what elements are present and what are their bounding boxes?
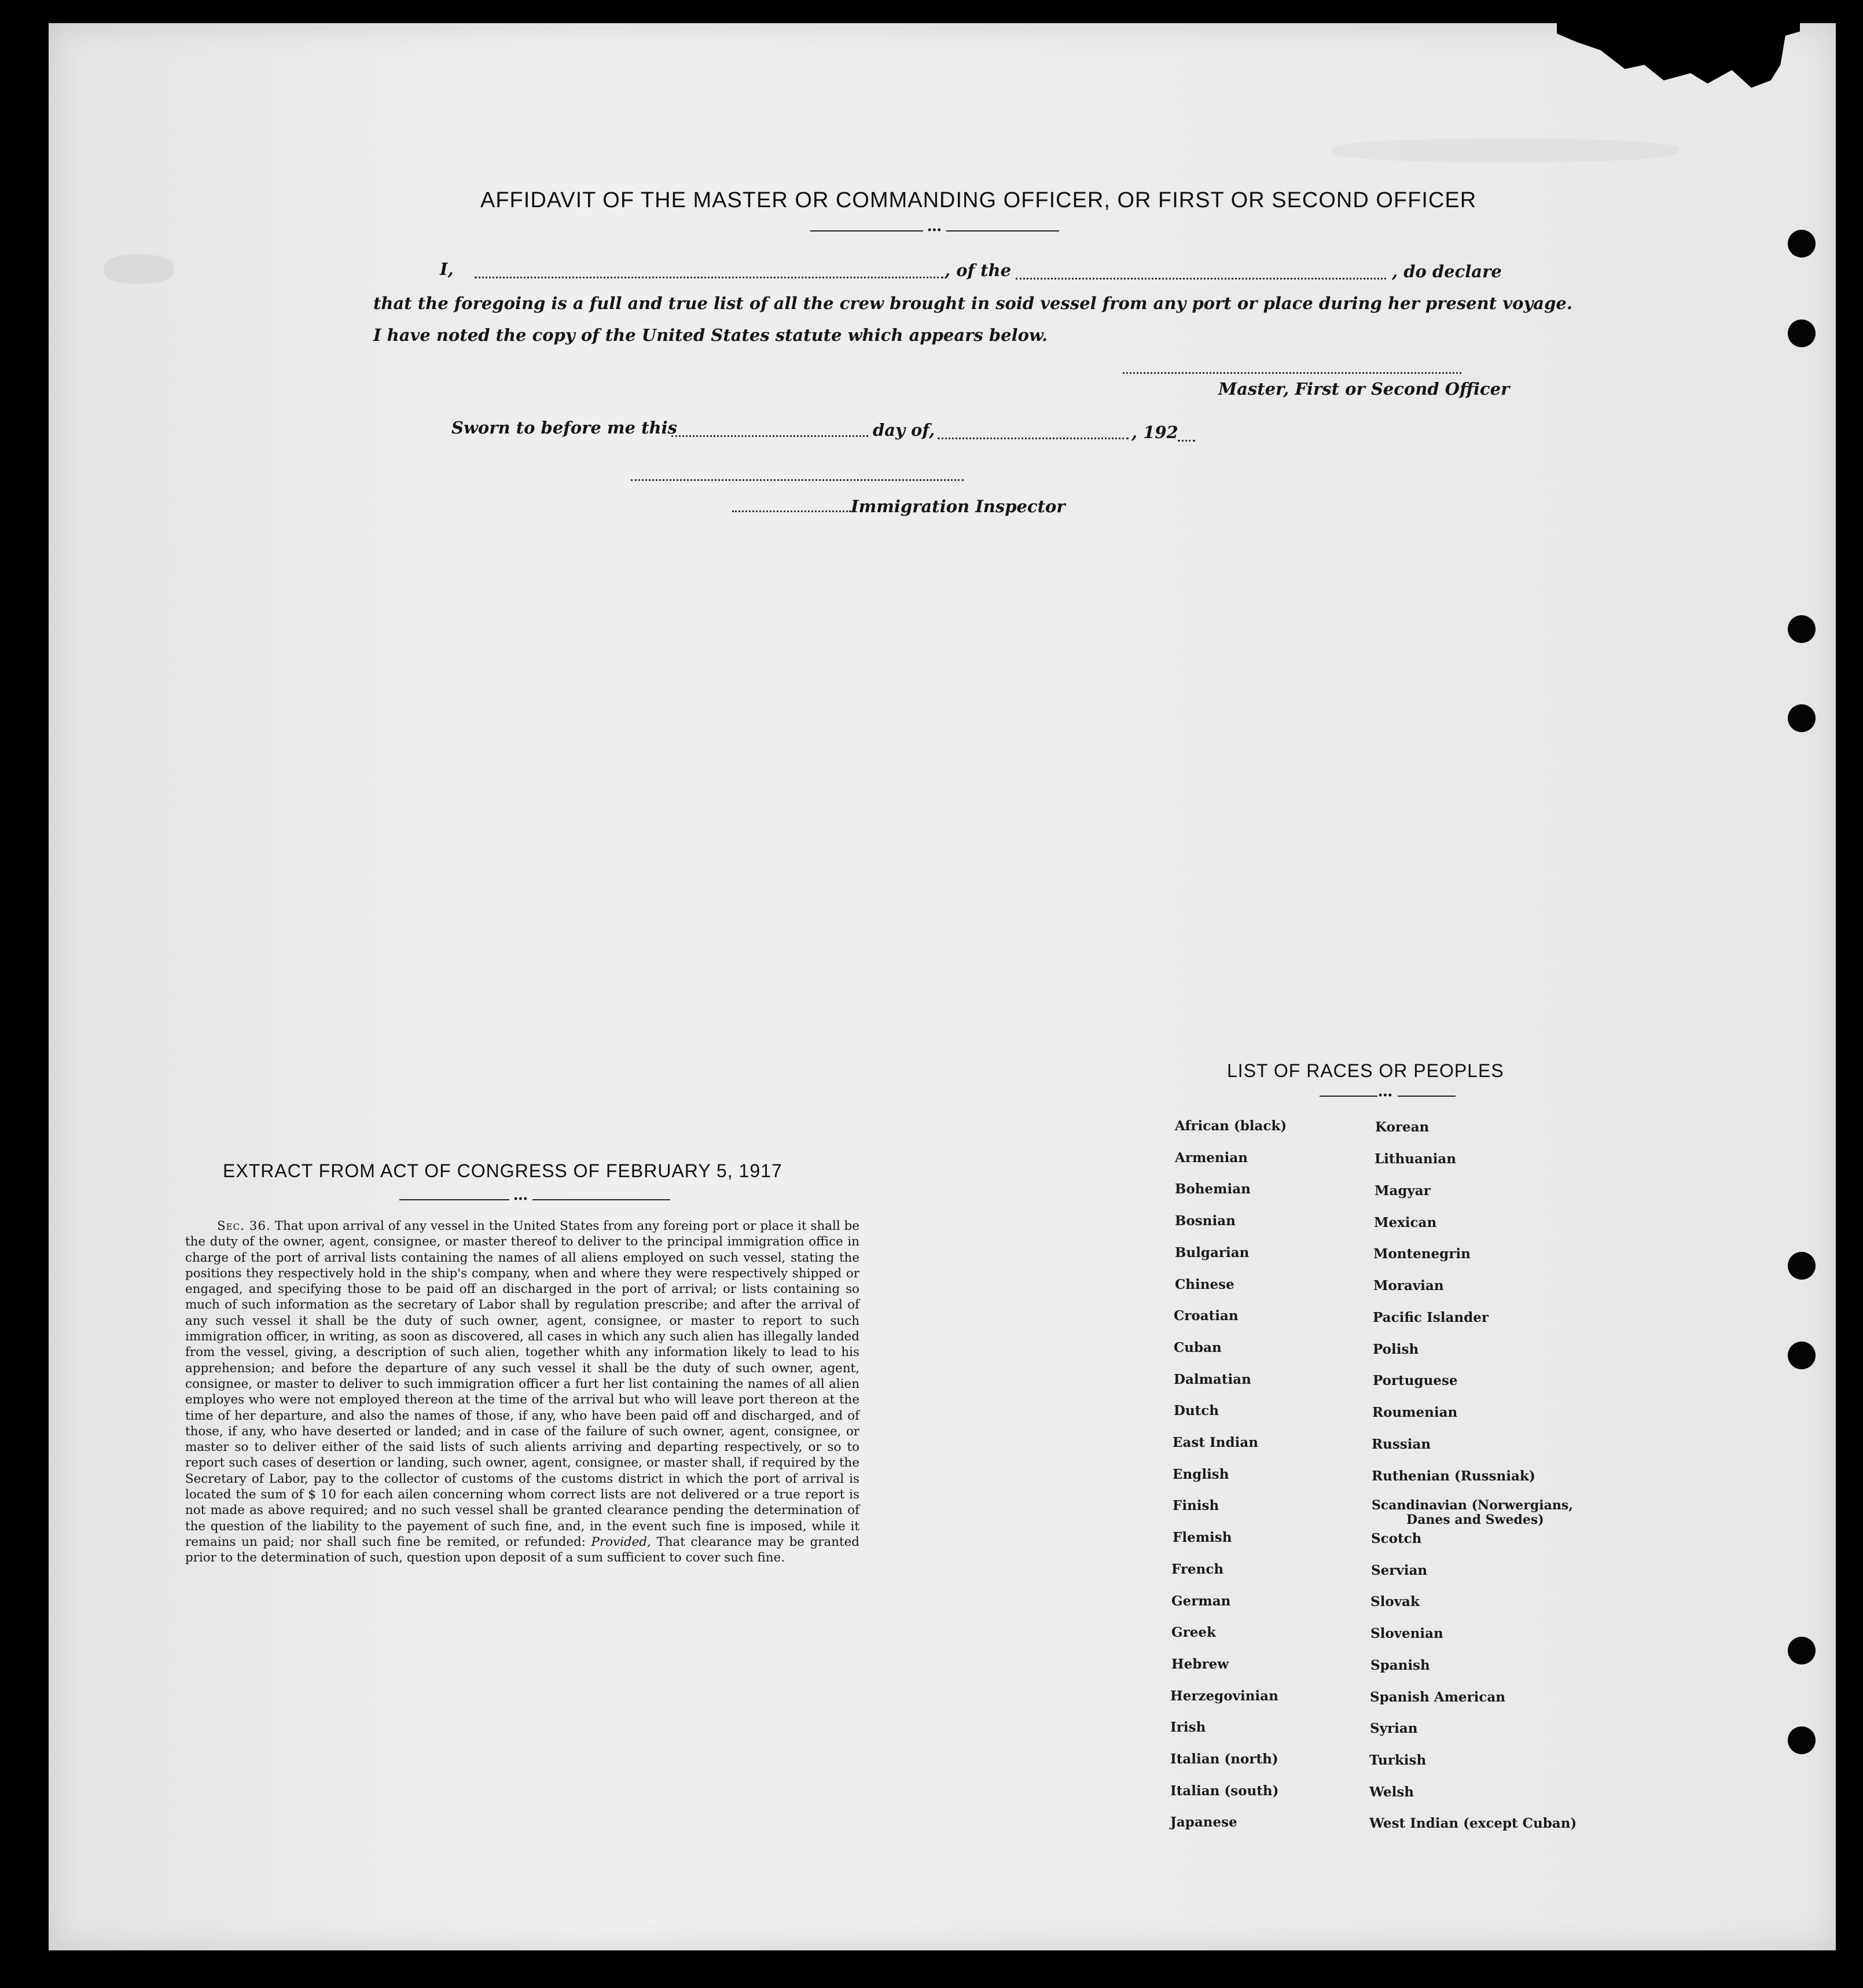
master-signature-blank[interactable] [1123, 372, 1461, 374]
race-right-item: Montenegrin [1373, 1246, 1471, 1262]
race-left-item: Flemish [1173, 1530, 1232, 1546]
race-right-item: Slovenian [1370, 1626, 1443, 1641]
race-right-item: Polish [1373, 1342, 1419, 1357]
race-right-item: Danes and Swedes) [1406, 1512, 1544, 1527]
title-ornament-left [810, 230, 923, 231]
race-right-item: Servian [1371, 1563, 1428, 1578]
declaration-line-3: I have noted the copy of the United States statute which appears below. [373, 325, 1048, 345]
punch-hole [1788, 230, 1816, 258]
race-left-item: Bohemian [1175, 1181, 1251, 1197]
sworn-day-of: day of, [873, 420, 935, 440]
race-left-item: Italian (north) [1170, 1751, 1278, 1767]
race-right-item: Lithuanian [1375, 1151, 1456, 1167]
race-left-item: Finish [1173, 1498, 1219, 1514]
race-left-item: Irish [1170, 1719, 1206, 1736]
extract-ornament-right [532, 1199, 670, 1200]
inspector-signature-blank[interactable] [631, 479, 964, 481]
declaration-of-the: , of the [945, 260, 1012, 280]
title-ornament-right [946, 230, 1059, 231]
race-left-item: Japanese [1170, 1814, 1237, 1831]
race-left-item: Cuban [1174, 1339, 1222, 1355]
extract-ornament-left [399, 1199, 509, 1200]
provided-word: Provided, [591, 1534, 651, 1549]
race-left-item: East Indian [1173, 1435, 1258, 1450]
race-left-item: English [1173, 1466, 1229, 1482]
race-right-item: Syrian [1370, 1721, 1418, 1736]
inspector-caption: Immigration Inspector [851, 497, 1065, 516]
race-left-item: Armenian [1175, 1149, 1248, 1166]
sworn-day-blank[interactable] [671, 435, 868, 437]
punch-hole [1788, 704, 1816, 732]
race-right-item: Ruthenian (Russniak) [1372, 1468, 1535, 1484]
race-right-item: Korean [1375, 1119, 1430, 1135]
race-right-item: Russian [1372, 1436, 1431, 1452]
races-title: LIST OF RACES OR PEOPLES [1227, 1060, 1504, 1081]
extract-text-part1: That upon arrival of any vessel in the United States from any foreing port or place it shall be the duty of the owner, agent, consignee, or master thereof to deliver to the principal immigration office in charge of the port of arrival lists containing the names of all aliens employed on such vessel, stating the positions they respectively hold in the ship's company, when and where they were respectively shipped or engaged, and specifying those to be paid off an discharged in the port of arrival; or lists containing so much of such information as the secretary of Labor shall by regulation prescribe; and after the arrival of any such vessel it shall be the duty of such owner, agent, consignee, or master to report to such immigration officer, in writing, as soon as discovered, all cases in which any such alien has illegally landed from the vessel, giving, a description of such alien, together whith any information likely to lead to his apprehension; and before the departure of any such vessel it shall be the duty of such owner, agent, consignee, or master to deliver to such immigration officer a furt her list containing the names of all alien employes who were not employed thereon at the time of the arrival but who will leave port thereon at the time of her departure, and also the names of those, if any, who have been paid off and discharged, and of those, if any, who have deserted or landed; and in case of the failure of such owner, agent, consignee, or master so to deliver either of the said lists of such alients arriving and departing respectively, or so to report such cases of desertion or landing, such owner, agent, consignee, or master shall, if required by the Secretary of Labor, pay to the collector of customs of the customs district in which the port of arrival is located the sum of $ 10 for each ailen concerning whom correct lists are not delivered or a true report is not made as above required; and no such vessel shall be granted clearance pending the determination of the question of the liability to the payement of such fine, and, in the event such fine is imposed, while it remains un paid; nor shall such fine be remited, or refunded: [185, 1219, 859, 1549]
declaration-do-declare: , do declare [1392, 262, 1502, 281]
paper-smudge [1331, 139, 1678, 162]
punch-hole [1788, 319, 1816, 347]
race-left-item: Bosnian [1175, 1213, 1236, 1229]
extract-ornament-dots: ••• [514, 1193, 528, 1204]
races-ornament-right [1398, 1096, 1456, 1097]
race-right-item: Spanish American [1370, 1689, 1506, 1705]
punch-hole [1788, 615, 1816, 643]
extract-text-part2: That clearance may be granted prior to the determination of such, question upon deposit of a sum sufficient to cover such fine. [185, 1534, 859, 1566]
race-left-item: Bulgarian [1175, 1244, 1250, 1261]
race-right-item: Portuguese [1373, 1373, 1458, 1388]
sworn-prefix: Sworn to before me this [451, 418, 677, 438]
race-left-item: Italian (south) [1170, 1783, 1279, 1799]
paper-smudge [104, 255, 174, 284]
punch-hole [1788, 1637, 1816, 1664]
race-left-item: Dalmatian [1174, 1371, 1251, 1387]
race-right-item: West Indian (except Cuban) [1369, 1816, 1577, 1831]
race-right-item: Welsh [1369, 1784, 1414, 1800]
race-right-item: Slovak [1370, 1594, 1420, 1609]
race-left-item: Greek [1171, 1625, 1216, 1641]
race-left-item: French [1171, 1561, 1224, 1577]
master-signature-caption: Master, First or Second Officer [1218, 379, 1510, 399]
race-left-item: Hebrew [1171, 1656, 1229, 1672]
title-ornament-dots: ••• [928, 224, 942, 236]
race-right-item: Scandinavian (Norwergians, [1372, 1498, 1573, 1513]
race-right-item: Magyar [1375, 1183, 1431, 1199]
race-left-item: German [1171, 1593, 1231, 1609]
declaration-line-2: that the foregoing is a full and true list of all the crew brought in soid vessel from any port or place during her present voyage. [373, 293, 1572, 313]
race-right-item: Mexican [1374, 1215, 1437, 1230]
race-right-item: Pacific Islander [1373, 1310, 1489, 1325]
races-ornament-dots: ••• [1379, 1089, 1393, 1101]
vessel-blank[interactable] [1016, 278, 1386, 280]
extract-title: EXTRACT FROM ACT OF CONGRESS OF FEBRUARY 5, 1917 [223, 1160, 782, 1181]
punch-hole [1788, 1342, 1816, 1369]
race-right-item: Moravian [1373, 1278, 1444, 1294]
race-right-item: Spanish [1370, 1658, 1430, 1673]
affidavit-title: AFFIDAVIT OF THE MASTER OR COMMANDING OFFICER, OR FIRST OR SECOND OFFICER [480, 188, 1477, 212]
race-left-item: Dutch [1174, 1403, 1219, 1419]
extract-body [185, 1218, 859, 1566]
declaration-i: I, [440, 259, 454, 279]
race-right-item: Roumenian [1372, 1405, 1458, 1420]
race-right-item: Scotch [1371, 1531, 1422, 1546]
race-left-item: African (black) [1175, 1118, 1287, 1134]
race-left-item: Herzegovinian [1170, 1688, 1278, 1704]
punch-hole [1788, 1252, 1816, 1280]
punch-hole [1788, 1726, 1816, 1754]
race-left-item: Croatian [1174, 1308, 1239, 1324]
sworn-month-blank[interactable] [938, 438, 1129, 439]
name-blank[interactable] [475, 277, 943, 278]
sworn-year: , 192 [1131, 422, 1178, 442]
sworn-year-blank[interactable] [1178, 440, 1195, 442]
section-label: Sec. 36. [217, 1219, 271, 1233]
inspector-name-blank[interactable] [732, 510, 851, 512]
races-ornament-left [1320, 1096, 1377, 1097]
race-right-item: Turkish [1369, 1752, 1427, 1768]
race-left-item: Chinese [1175, 1276, 1234, 1292]
